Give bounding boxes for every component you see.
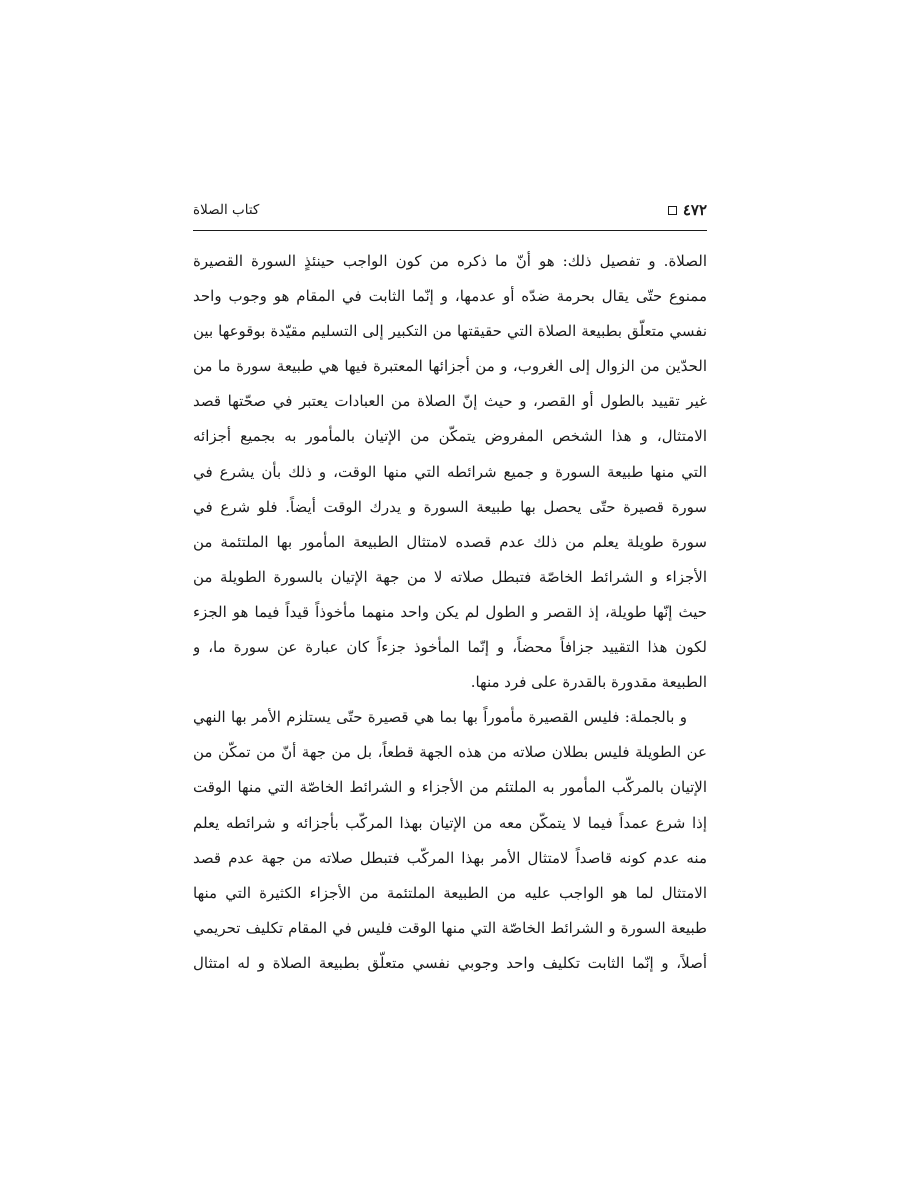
header-rule xyxy=(193,230,707,231)
text-line: الحدّين من الزوال إلى الغروب، و من أجزائها المعتبرة فيها هي طبيعة سورة ما من xyxy=(193,357,707,376)
page-header xyxy=(193,199,707,225)
page-number-block xyxy=(668,199,707,221)
text-line: أصلاً، و إنّما الثابت تكليف واحد وجوبي نفسي متعلّق بطبيعة الصلاة و له امتثال xyxy=(193,953,707,972)
text-line: حيث إنّها طويلة، إذ القصر و الطول لم يكن واحد منهما مأخوذاً قيداً فيما هو الجزء xyxy=(193,602,707,621)
text-line: الصلاة. و تفصيل ذلك: هو أنّ ما ذكره من كون الواجب حينئذٍ السورة القصيرة xyxy=(193,252,707,270)
text-line: التي منها طبيعة السورة و جميع شرائطه التي منها الوقت، و ذلك بأن يشرع في xyxy=(193,462,707,481)
text-line: نفسي متعلّق بطبيعة الصلاة التي حقيقتها من التكبير إلى التسليم مقيّدة بوقوعها بين xyxy=(193,322,707,341)
text-line: عن الطويلة فليس بطلان صلاته من هذه الجهة قطعاً، بل من جهة أنّ من تمكّن من xyxy=(193,743,707,762)
text-line: الامتثال، و هذا الشخص المفروض يتمكّن من الإتيان بالمأمور به بجميع أجزائه xyxy=(193,427,707,446)
text-line: و بالجملة: فليس القصيرة مأموراً بها بما هي قصيرة حتّى يستلزم الأمر بها النهي xyxy=(193,708,687,727)
text-line: منه عدم كونه قاصداً لامتثال الأمر بهذا المركّب فتبطل صلاته من جهة عدم قصد xyxy=(193,848,707,867)
text-line: لكون هذا التقييد جزافاً محضاً، و إنّما المأخوذ جزءاً كان عبارة عن سورة ما، و xyxy=(193,638,707,657)
text-line: الطبيعة مقدورة بالقدرة على فرد منها. xyxy=(470,673,707,692)
text-line: الأجزاء و الشرائط الخاصّة فتبطل صلاته لا من جهة الإتيان بالسورة الطويلة من xyxy=(193,567,707,586)
body-text xyxy=(193,244,707,981)
text-line: إذا شرع عمداً فيما لا يتمكّن معه من الإتيان بهذا المركّب بأجزائه و شرائطه يعلم xyxy=(193,813,707,832)
text-line: سورة قصيرة حتّى يحصل بها طبيعة السورة و يدرك الوقت أيضاً. فلو شرع في xyxy=(193,497,707,516)
running-title: كتاب الصلاة xyxy=(193,202,260,218)
text-line: ممنوع حتّى يقال بحرمة ضدّه أو عدمها، و إنّما الثابت في المقام هو وجوب واحد xyxy=(193,287,707,306)
paragraph-2 xyxy=(193,700,707,981)
text-line: الإتيان بالمركّب المأمور به الملتئم من الأجزاء و الشرائط الخاصّة التي منها الوقت xyxy=(193,778,707,797)
paragraph-1 xyxy=(193,244,707,700)
square-icon xyxy=(668,206,677,215)
text-line: الامتثال لما هو الواجب عليه من الطبيعة الملتئمة من الأجزاء الكثيرة التي منها xyxy=(193,883,707,902)
text-line: غير تقييد بالطول أو القصر، و حيث إنّ الصلاة من العبادات يعتبر في صحّتها قصد xyxy=(193,392,707,411)
page-number: ٤٧٢ xyxy=(682,201,707,219)
text-line: سورة طويلة يعلم من ذلك عدم قصده لامتثال الطبيعة المأمور بها الملتئمة من xyxy=(193,532,707,551)
text-line: طبيعة السورة و الشرائط الخاصّة التي منها الوقت فليس في المقام تكليف تحريمي xyxy=(193,918,707,937)
